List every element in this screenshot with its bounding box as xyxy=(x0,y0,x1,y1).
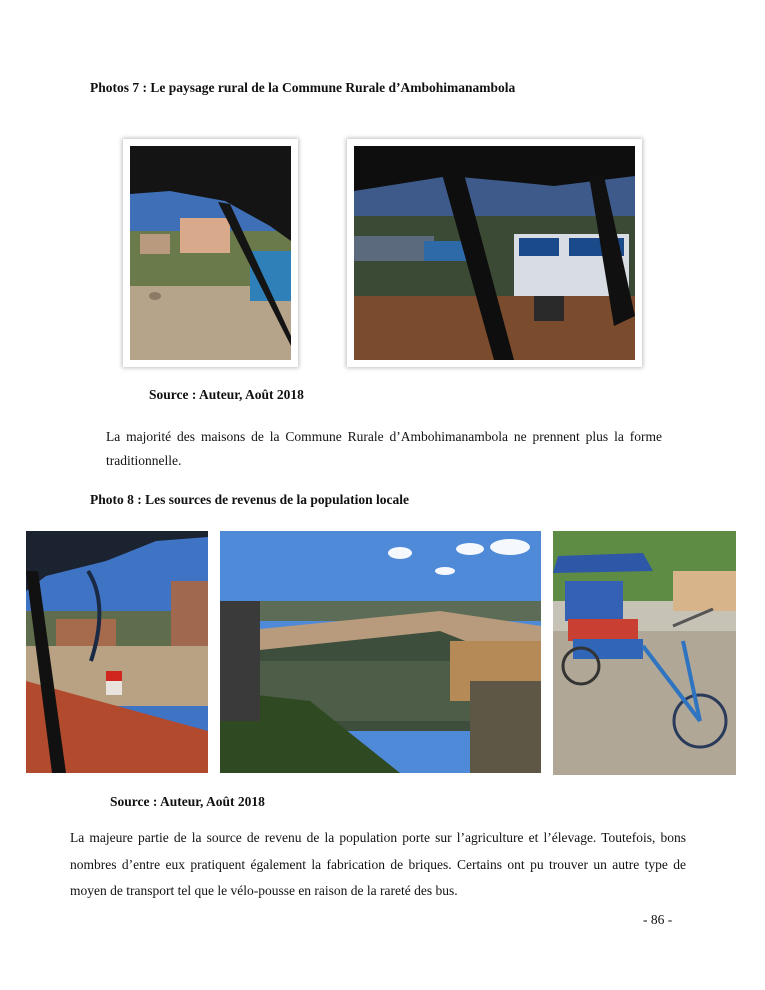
brick-kiln-photo xyxy=(26,531,208,773)
rural-landscape-photo-2 xyxy=(347,139,642,367)
photo-8-caption: Photo 8 : Les sources de revenus de la population locale xyxy=(90,492,410,507)
rice-fields-photo xyxy=(220,531,541,773)
photos-7-caption: Photos 7 : Le paysage rural de la Commune Rurale d’Ambohimanambola xyxy=(90,80,516,95)
page-number: - 86 - xyxy=(643,912,673,927)
rural-landscape-image-2 xyxy=(354,146,635,360)
photos-7-description: La majorité des maisons de la Commune Rurale d’Ambohimanambola ne prennent plus la forme traditionnelle. xyxy=(106,429,662,468)
rural-landscape-photo-1 xyxy=(123,139,298,367)
brick-kiln-image xyxy=(26,531,208,773)
velo-pousse-photo xyxy=(553,531,736,775)
photo-8-source: Source : Auteur, Août 2018 xyxy=(110,794,265,809)
rice-fields-image xyxy=(220,531,541,773)
photo-8-description: La majeure partie de la source de revenu de la population porte sur l’agriculture et l’élevage. Toutefois, bons nombres d’entre eux pratiquent également la fabrication de briques. Certains ont pu trouver un autre type de moyen de transport tel que le vélo-pousse en raison de la rareté des bus. xyxy=(70,830,686,898)
rural-landscape-image-1 xyxy=(130,146,291,360)
velo-pousse-image xyxy=(553,531,736,775)
photos-7-source: Source : Auteur, Août 2018 xyxy=(149,387,304,402)
